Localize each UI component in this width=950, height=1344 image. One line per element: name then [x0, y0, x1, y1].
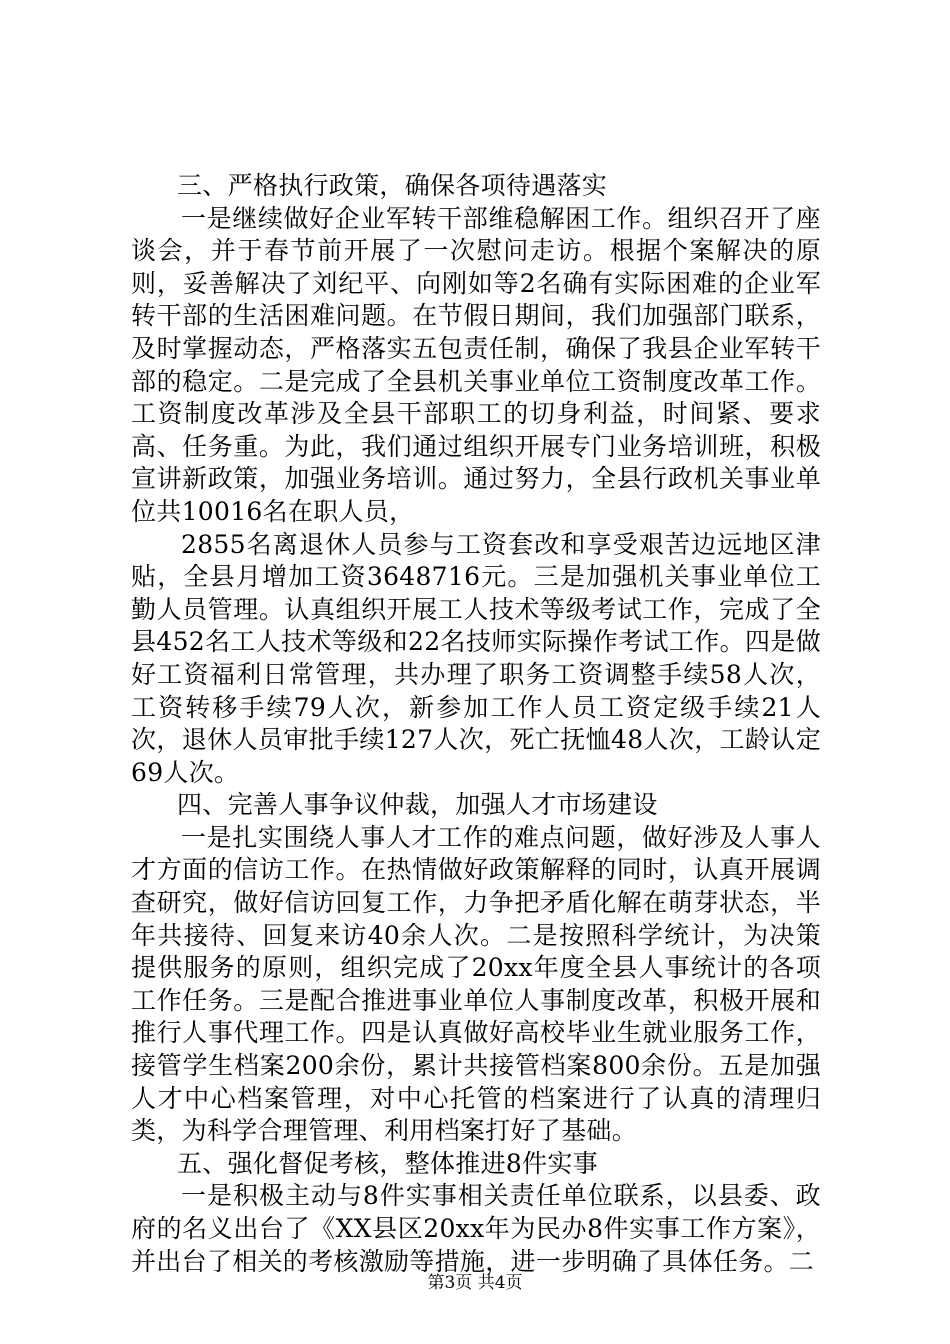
section-5-paragraph-1: 一是积极主动与8件实事相关责任单位联系，以县委、政府的名义出台了《XX县区20xx年为民办8件实事工作方案》，并出台了相关的考核激励等措施，进一步明确了具体任务。二 [131, 1181, 821, 1276]
section-heading-5: 五、强化督促考核，整体推进8件实事 [177, 1148, 599, 1178]
section-heading-4: 四、完善人事争议仲裁，加强人才市场建设 [177, 790, 658, 820]
section-heading-3: 三、严格执行政策，确保各项待遇落实 [177, 171, 608, 200]
document-body [131, 170, 821, 1278]
page-footer: 第3页 共4页 [427, 1273, 523, 1293]
section-3-paragraph-2: 2855名离退休人员参与工资套改和享受艰苦边远地区津贴，全县月增加工资3648716元。三是加强机关事业单位工勤人员管理。认真组织开展工人技术等级考试工作，完成了全县452名工人技术等级和22名技师实际操作考试工作。四是做好工资福利日常管理，共办理了职务工资调整手续58人次，工资转移手续79人次，新参加工作人员工资定级手续21人次，退休人员审批手续127人次，死亡抚恤48人次，工龄认定69人次。 [131, 529, 821, 787]
section-3-paragraph-1: 一是继续做好企业军转干部维稳解困工作。组织召开了座谈会，并于春节前开展了一次慰问走访。根据个案解决的原则，妥善解决了刘纪平、向刚如等2名确有实际困难的企业军转干部的生活困难问题。在节假日期间，我们加强部门联系，及时掌握动态，严格落实五包责任制，确保了我县企业军转干部的稳定。二是完成了全县机关事业单位工资制度改革工作。工资制度改革涉及全县干部职工的切身利益，时间紧、要求高、任务重。为此，我们通过组织开展专门业务培训班，积极宣讲新政策，加强业务培训。通过努力，全县行政机关事业单位共10016名在职人员， [131, 203, 821, 526]
section-4-paragraph-1: 一是扎实围绕人事人才工作的难点问题，做好涉及人事人才方面的信访工作。在热情做好政策解释的同时，认真开展调查研究，做好信访回复工作，力争把矛盾化解在萌芽状态，半年共接待、回复来访40余人次。二是按照科学统计，为决策提供服务的原则，组织完成了20xx年度全县人事统计的各项工作任务。三是配合推进事业单位人事制度改革，积极开展和推行人事代理工作。四是认真做好高校毕业生就业服务工作，接管学生档案200余份，累计共接管档案800余份。五是加强人才中心档案管理，对中心托管的档案进行了认真的清理归类，为科学合理管理、利用档案打好了基础。 [131, 822, 821, 1146]
